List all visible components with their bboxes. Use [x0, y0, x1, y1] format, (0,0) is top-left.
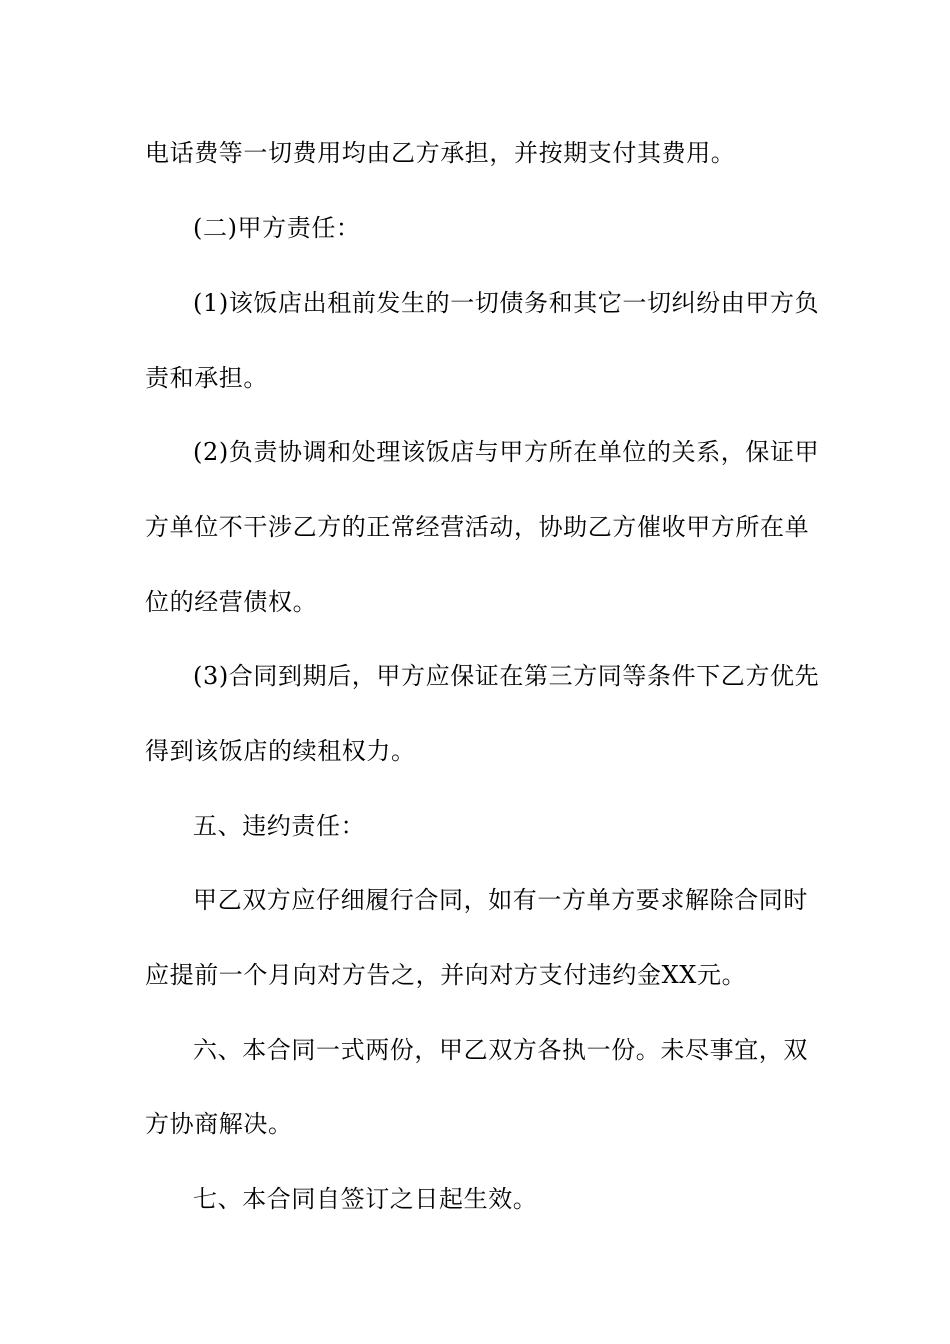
text-line-7: 位的经营债权。: [145, 588, 318, 616]
text-line-5: (2)负责协调和处理该饭店与甲方所在单位的关系，保证甲: [193, 438, 820, 466]
text-line-4: 责和承担。: [145, 364, 268, 392]
text-line-6: 方单位不干涉乙方的正常经营活动，协助乙方催收甲方所在单: [145, 513, 810, 541]
text-line-15: 七、本合同自签订之日起生效。: [193, 1185, 538, 1213]
text-line-9: 得到该饭店的续租权力。: [145, 737, 416, 765]
text-line-12: 应提前一个月向对方告之，并向对方支付违约金XX元。: [145, 961, 747, 989]
text-line-3: (1)该饭店出租前发生的一切债务和其它一切纠纷由甲方负: [193, 289, 820, 317]
text-line-14: 方协商解决。: [145, 1110, 293, 1138]
section-heading-party-a-duties: (二)甲方责任：: [193, 214, 361, 242]
text-line-8: (3)合同到期后，甲方应保证在第三方同等条件下乙方优先: [193, 662, 820, 690]
section-heading-breach: 五、违约责任：: [193, 812, 366, 840]
text-line-11: 甲乙双方应仔细履行合同，如有一方单方要求解除合同时: [193, 886, 808, 914]
text-line-13: 六、本合同一式两份，甲乙双方各执一份。未尽事宜，双: [193, 1036, 808, 1064]
text-line-1: 电话费等一切费用均由乙方承担，并按期支付其费用。: [145, 139, 736, 167]
